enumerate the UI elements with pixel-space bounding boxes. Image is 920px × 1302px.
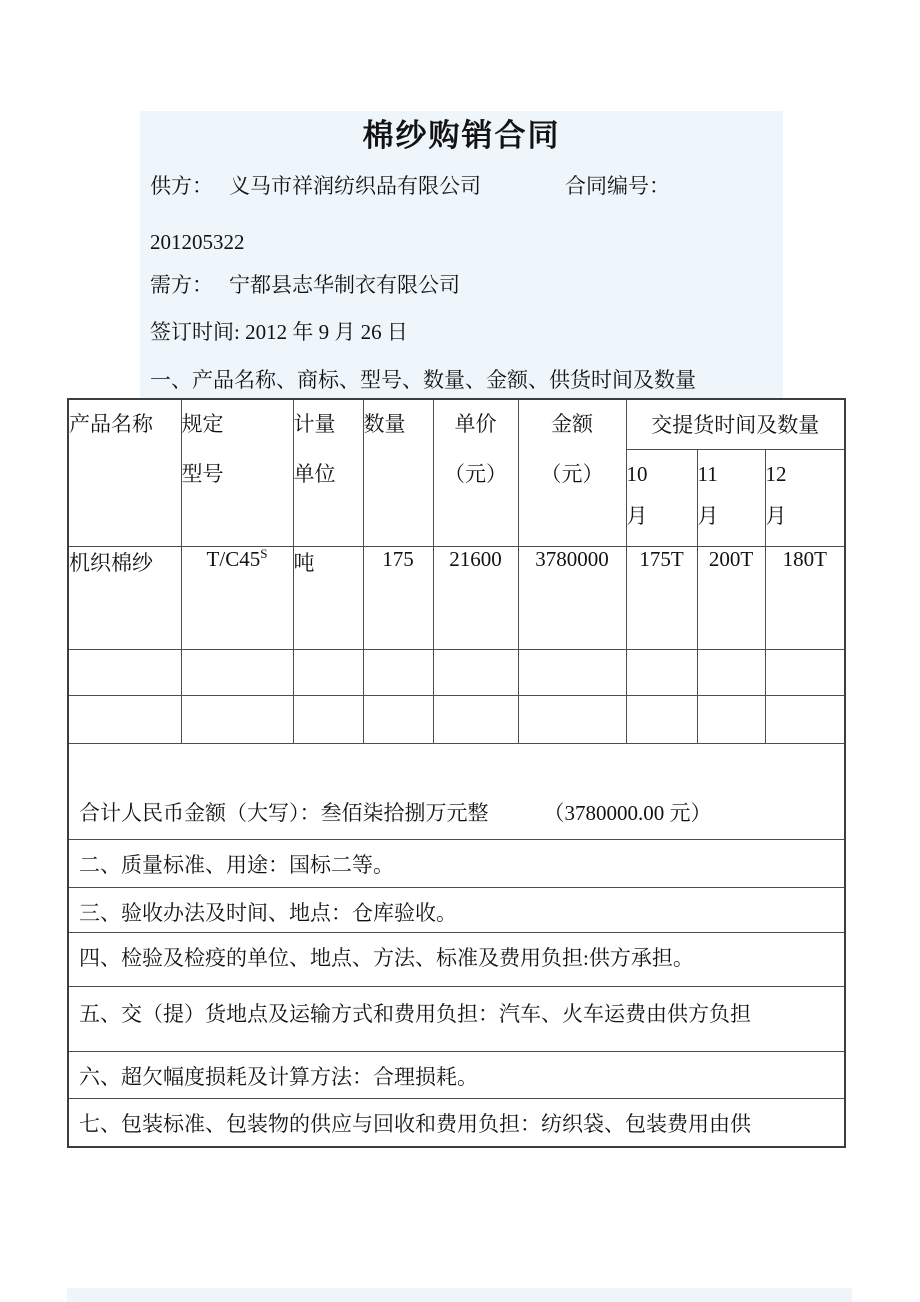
clause-acceptance: 三、验收办法及时间、地点：仓库验收。 — [68, 887, 845, 932]
cell-month-10: 175T — [626, 546, 697, 649]
clause-row-4 — [68, 932, 845, 986]
total-amount-words: 合计人民币金额（大写）：叁佰柒拾捌万元整 — [79, 800, 489, 825]
total-row — [68, 743, 845, 839]
contract-title: 棉纱购销合同 — [362, 118, 561, 153]
cell-qty: 175 — [363, 546, 433, 649]
spec-superscript: S — [260, 546, 268, 561]
supplier-line — [150, 173, 481, 199]
col-header-month-10: 10 月 — [626, 449, 697, 546]
clause-row-2 — [68, 839, 845, 887]
buyer-name: 宁都县志华制衣有限公司 — [229, 273, 460, 297]
table-header-row-1 — [68, 399, 845, 449]
clause-delivery-transport: 五、交（提）货地点及运输方式和费用负担：汽车、火车运费由供方负担 — [68, 986, 845, 1051]
section-one-heading: 一、产品名称、商标、型号、数量、金额、供货时间及数量 — [150, 368, 696, 392]
cell-spec: $T/C45^S$ — [181, 546, 293, 649]
cell-product-name: 机织棉纱 — [68, 546, 181, 649]
col-header-product: 产品名称 — [68, 399, 181, 546]
col-header-price: 单价 （元） — [433, 399, 518, 546]
buyer-line — [150, 272, 460, 298]
clause-inspection: 四、检验及检疫的单位、地点、方法、标准及费用负担:供方承担。 — [68, 932, 845, 986]
cell-month-11: 200T — [697, 546, 765, 649]
product-data-row — [68, 546, 845, 649]
product-table — [67, 398, 846, 1148]
supplier-name: 义马市祥润纺织品有限公司 — [229, 174, 481, 198]
cell-price: 21600 — [433, 546, 518, 649]
cell-total — [68, 743, 845, 839]
clause-loss: 六、超欠幅度损耗及计算方法：合理损耗。 — [68, 1051, 845, 1098]
bottom-highlight-strip — [67, 1288, 852, 1302]
col-header-spec: 规定 型号 — [181, 399, 293, 546]
col-header-qty: 数量 — [363, 399, 433, 546]
cell-month-12: 180T — [765, 546, 845, 649]
clause-row-5 — [68, 986, 845, 1051]
total-amount-figures: （3780000.00 元） — [543, 800, 712, 825]
col-header-amount: 金额 （元） — [518, 399, 626, 546]
contract-no-label: 合同编号： — [565, 174, 670, 198]
col-header-delivery: 交提货时间及数量 — [626, 399, 845, 449]
buyer-label: 需方： — [150, 273, 213, 297]
col-header-unit: 计量 单位 — [293, 399, 363, 546]
clause-row-3 — [68, 887, 845, 932]
clause-quality: 二、质量标准、用途：国标二等。 — [68, 839, 845, 887]
supplier-label: 供方： — [150, 174, 213, 198]
cell-unit: 吨 — [293, 546, 363, 649]
empty-row-1 — [68, 649, 845, 695]
cell-amount: 3780000 — [518, 546, 626, 649]
clause-row-6 — [68, 1051, 845, 1098]
clause-packaging: 七、包装标准、包装物的供应与回收和费用负担：纺织袋、包装费用由供 — [68, 1098, 845, 1147]
sign-date-line: 签订时间: 2012 年 9 月 26 日 — [150, 320, 408, 344]
contract-no-value: 201205322 — [150, 230, 245, 254]
contract-header — [140, 111, 783, 398]
clause-row-7 — [68, 1098, 845, 1147]
empty-row-2 — [68, 695, 845, 743]
col-header-month-12: 12 月 — [765, 449, 845, 546]
col-header-month-11: 11 月 — [697, 449, 765, 546]
